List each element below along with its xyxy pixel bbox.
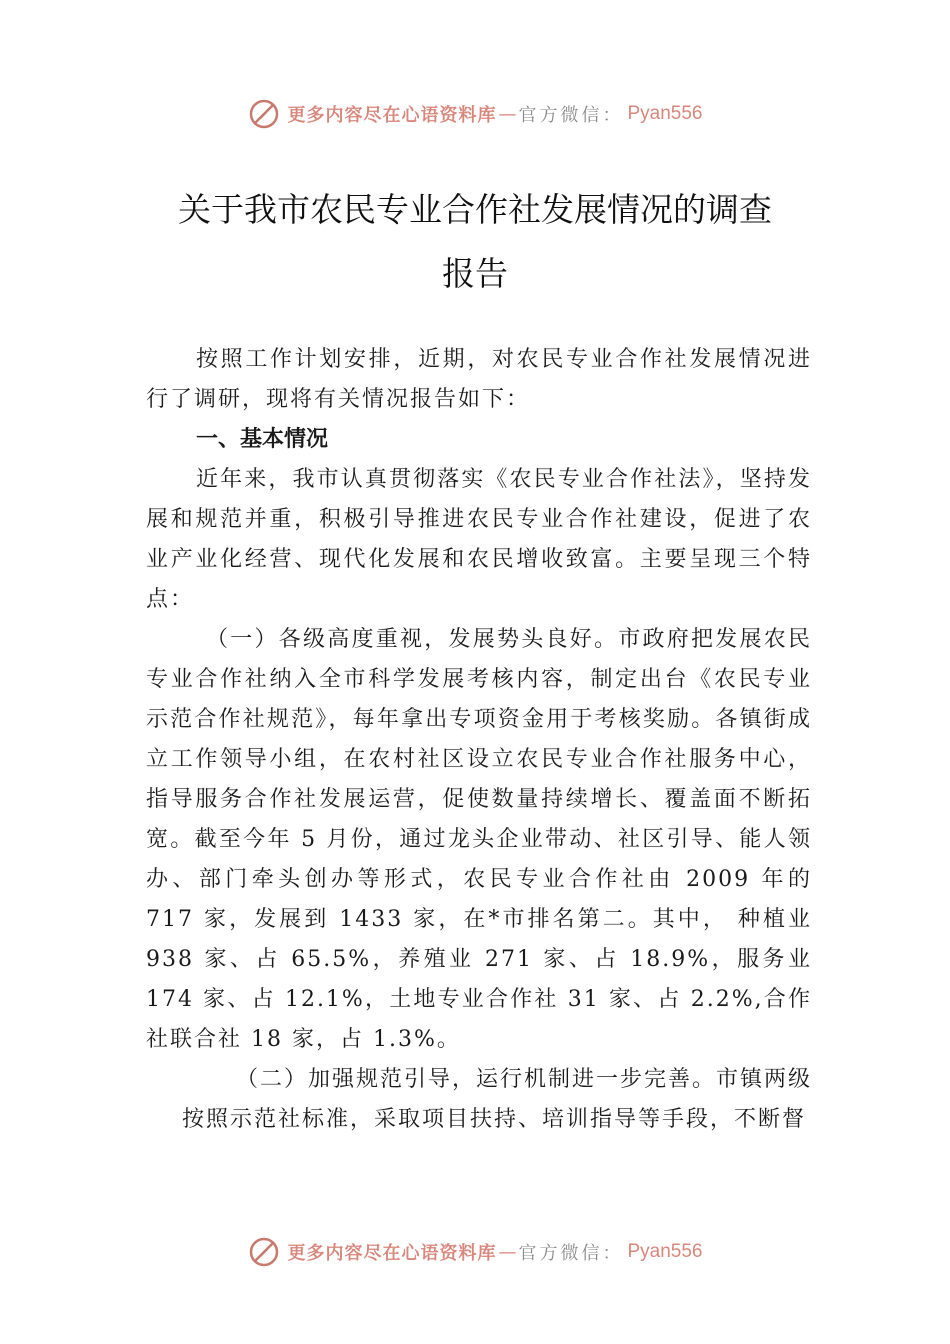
banner-wechat-label: 官方微信： <box>518 105 624 126</box>
banner-separator: — <box>498 103 517 125</box>
quill-logo-icon <box>247 97 281 131</box>
section-1-heading: 一、基本情况 <box>196 427 329 452</box>
quill-logo-icon <box>247 1235 281 1269</box>
document-body <box>146 340 812 1140</box>
intro-paragraph: 按照工作计划安排，近期，对农民专业合作社发展情况进行了调研，现将有关情况报告如下： <box>146 347 812 412</box>
document-title <box>140 178 810 306</box>
banner-main-text: 更多内容尽在心语资料库 <box>287 105 497 126</box>
point-1-paragraph: （一）各级高度重视，发展势头良好。市政府把发展农民专业合作社纳入全市科学发展考核内容，制定出台《农民专业示范合作社规范》，每年拿出专项资金用于考核奖励。各镇街成立工作领导小组，在农村社区设立农民专业合作社服务中心，指导服务合作社发展运营，促使数量持续增长、覆盖面不断拓宽。截至今年 5 月份，通过龙头企业带动、社区引导、能人领办、部门牵头创办等形式，农民专业合作社由 2009 年的 717 家，发展到 1433 家，在*市排名第二。其中， 种植业 938 家、占 65.5%，养殖业 271 家、占 18.9%，服务业 174 家、占 12.1%，土地专业合作社 31 家、占 2.2%,合作社联合社 18 家，占 1.3%。 <box>146 627 812 1052</box>
point-2-line-1: （二）加强规范引导，运行机制进一步完善。市镇两级 <box>236 1067 813 1092</box>
banner-wechat-id: Pyan556 <box>627 1241 703 1262</box>
footer-watermark-banner <box>0 1232 950 1272</box>
title-line-1: 关于我市农民专业合作社发展情况的调查 <box>178 190 772 229</box>
section-1-paragraph: 近年来，我市认真贯彻落实《农民专业合作社法》，坚持发展和规范并重，积极引导推进农民专业合作社建设，促进了农业产业化经营、现代化发展和农民增收致富。主要呈现三个特点： <box>146 467 812 612</box>
banner-wechat-label: 官方微信： <box>518 1243 624 1264</box>
banner-main-text: 更多内容尽在心语资料库 <box>287 1243 497 1264</box>
title-line-2: 报告 <box>442 254 508 293</box>
banner-wechat-id: Pyan556 <box>627 103 703 124</box>
point-2-line-2: 按照示范社标准，采取项目扶持、培训指导等手段，不断督 <box>182 1107 807 1132</box>
header-watermark-banner <box>0 94 950 134</box>
banner-separator: — <box>498 1241 517 1263</box>
